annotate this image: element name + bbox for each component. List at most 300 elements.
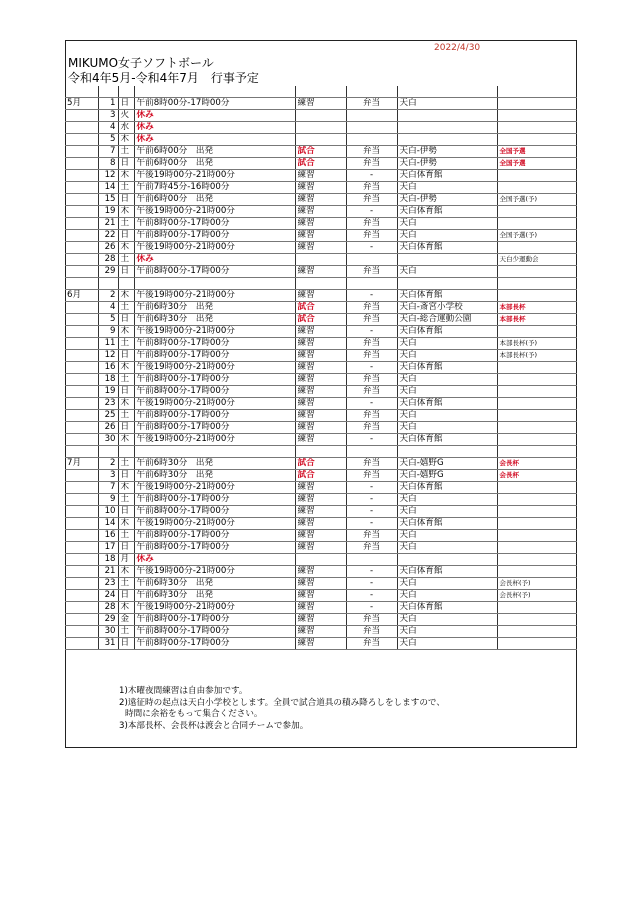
month-cell (65, 278, 98, 290)
activity-cell: 試合 (295, 301, 346, 313)
schedule-row (65, 481, 577, 493)
note-cell (497, 134, 577, 146)
month-cell (65, 86, 98, 98)
schedule-row (65, 637, 577, 649)
day-cell (98, 445, 118, 457)
schedule-row (65, 218, 577, 230)
note-cell (497, 613, 577, 625)
lunch-cell (346, 254, 397, 266)
lunch-cell: 弁当 (346, 146, 397, 158)
schedule-row (65, 170, 577, 182)
lunch-cell (346, 134, 397, 146)
activity-cell (295, 278, 346, 290)
weekday-cell: 日 (118, 589, 134, 601)
time-cell: 午前8時00分-17時00分 (134, 373, 295, 385)
note-cell (497, 98, 577, 110)
month-cell (65, 373, 98, 385)
time-cell: 午前6時30分 出発 (134, 301, 295, 313)
day-cell: 18 (98, 373, 118, 385)
day-cell: 11 (98, 337, 118, 349)
lunch-cell: 弁当 (346, 301, 397, 313)
day-cell: 21 (98, 218, 118, 230)
schedule-row (65, 337, 577, 349)
note-cell (497, 529, 577, 541)
weekday-cell: 木 (118, 601, 134, 613)
activity-cell: 練習 (295, 242, 346, 254)
schedule-row (65, 541, 577, 553)
note-cell (497, 493, 577, 505)
note-1: 1)木曜夜間練習は自由参加です。 (119, 686, 248, 696)
month-cell (65, 170, 98, 182)
day-cell: 29 (98, 613, 118, 625)
month-cell: 7月 (65, 457, 98, 469)
month-cell: 6月 (65, 289, 98, 301)
time-cell: 午前6時30分 出発 (134, 589, 295, 601)
lunch-cell: 弁当 (346, 637, 397, 649)
activity-cell: 練習 (295, 325, 346, 337)
weekday-cell: 土 (118, 373, 134, 385)
place-cell: 天白体育館 (397, 397, 497, 409)
weekday-cell: 土 (118, 493, 134, 505)
place-cell: 天白 (397, 541, 497, 553)
day-cell: 26 (98, 421, 118, 433)
activity-cell (295, 110, 346, 122)
lunch-cell: 弁当 (346, 385, 397, 397)
time-cell: 午前8時00分-17時00分 (134, 337, 295, 349)
time-cell: 午前6時00分 出発 (134, 194, 295, 206)
day-cell: 15 (98, 194, 118, 206)
note-cell (497, 110, 577, 122)
place-cell (397, 278, 497, 290)
schedule-row (65, 529, 577, 541)
month-cell (65, 301, 98, 313)
lunch-cell: - (346, 589, 397, 601)
time-cell: 午前8時00分-17時00分 (134, 98, 295, 110)
time-cell: 午後19時00分-21時00分 (134, 361, 295, 373)
schedule-row (65, 361, 577, 373)
note-cell: 全国予選(予) (497, 194, 577, 206)
day-cell: 1 (98, 98, 118, 110)
place-cell: 天白体育館 (397, 289, 497, 301)
place-cell: 天白体育館 (397, 170, 497, 182)
month-cell (65, 242, 98, 254)
lunch-cell: - (346, 505, 397, 517)
time-cell: 午後19時00分-21時00分 (134, 397, 295, 409)
weekday-cell: 日 (118, 349, 134, 361)
place-cell: 天白 (397, 337, 497, 349)
month-cell (65, 206, 98, 218)
activity-cell: 練習 (295, 421, 346, 433)
day-cell: 2 (98, 289, 118, 301)
month-cell (65, 601, 98, 613)
weekday-cell: 木 (118, 134, 134, 146)
weekday-cell: 日 (118, 313, 134, 325)
time-cell: 休み (134, 134, 295, 146)
place-cell: 天白体育館 (397, 565, 497, 577)
weekday-cell: 日 (118, 421, 134, 433)
lunch-cell: - (346, 242, 397, 254)
day-cell: 22 (98, 230, 118, 242)
day-cell: 19 (98, 385, 118, 397)
month-cell (65, 397, 98, 409)
note-cell (497, 122, 577, 134)
activity-cell: 練習 (295, 577, 346, 589)
lunch-cell: 弁当 (346, 421, 397, 433)
activity-cell: 試合 (295, 158, 346, 170)
schedule-row (65, 397, 577, 409)
day-cell: 9 (98, 493, 118, 505)
place-cell: 天白 (397, 589, 497, 601)
month-cell (65, 577, 98, 589)
weekday-cell: 木 (118, 325, 134, 337)
time-cell: 午後19時00分-21時00分 (134, 325, 295, 337)
place-cell: 天白体育館 (397, 325, 497, 337)
month-cell (65, 517, 98, 529)
schedule-row (65, 469, 577, 481)
activity-cell: 練習 (295, 601, 346, 613)
month-cell (65, 493, 98, 505)
day-cell: 26 (98, 242, 118, 254)
month-cell (65, 529, 98, 541)
day-cell: 28 (98, 601, 118, 613)
weekday-cell: 日 (118, 505, 134, 517)
time-cell: 休み (134, 122, 295, 134)
time-cell: 午前6時30分 出発 (134, 457, 295, 469)
day-cell: 10 (98, 505, 118, 517)
day-cell: 5 (98, 134, 118, 146)
note-cell (497, 433, 577, 445)
schedule-row (65, 289, 577, 301)
time-cell: 午前6時00分 出発 (134, 146, 295, 158)
activity-cell: 練習 (295, 361, 346, 373)
time-cell (134, 86, 295, 98)
schedule-row (65, 457, 577, 469)
weekday-cell: 木 (118, 481, 134, 493)
time-cell (134, 278, 295, 290)
activity-cell: 練習 (295, 266, 346, 278)
weekday-cell: 木 (118, 517, 134, 529)
place-cell (397, 254, 497, 266)
month-cell (65, 349, 98, 361)
time-cell: 午前6時30分 出発 (134, 313, 295, 325)
schedule-row (65, 313, 577, 325)
activity-cell: 試合 (295, 146, 346, 158)
schedule-row (65, 505, 577, 517)
month-cell (65, 254, 98, 266)
note-3: 3)本部長杯、会長杯は渡会と合同チームで参加。 (119, 721, 309, 732)
activity-cell: 練習 (295, 373, 346, 385)
place-cell: 天白 (397, 637, 497, 649)
day-cell: 14 (98, 517, 118, 529)
month-cell (65, 541, 98, 553)
schedule-row (65, 98, 577, 110)
activity-cell: 練習 (295, 529, 346, 541)
month-cell (65, 218, 98, 230)
time-cell: 午前8時00分-17時00分 (134, 266, 295, 278)
lunch-cell: 弁当 (346, 98, 397, 110)
lunch-cell: 弁当 (346, 373, 397, 385)
place-cell: 天白 (397, 385, 497, 397)
schedule-row (65, 242, 577, 254)
schedule-row (65, 613, 577, 625)
month-cell (65, 182, 98, 194)
day-cell: 2 (98, 457, 118, 469)
note-cell: 本部長杯 (497, 301, 577, 313)
activity-cell (295, 122, 346, 134)
time-cell: 午後19時00分-21時00分 (134, 481, 295, 493)
activity-cell: 試合 (295, 469, 346, 481)
place-cell: 天白 (397, 505, 497, 517)
note-cell: 会長杯(予) (497, 589, 577, 601)
weekday-cell: 土 (118, 146, 134, 158)
activity-cell (295, 254, 346, 266)
note-cell (497, 625, 577, 637)
time-cell: 午前8時00分-17時00分 (134, 218, 295, 230)
place-cell: 天白体育館 (397, 361, 497, 373)
activity-cell: 練習 (295, 349, 346, 361)
place-cell: 天白 (397, 182, 497, 194)
schedule-row (65, 134, 577, 146)
team-title: MIKUMO女子ソフトボール (68, 56, 214, 70)
day-cell: 5 (98, 313, 118, 325)
weekday-cell: 日 (118, 158, 134, 170)
activity-cell: 練習 (295, 206, 346, 218)
note-cell: 会長杯 (497, 457, 577, 469)
place-cell: 天白 (397, 373, 497, 385)
weekday-cell: 土 (118, 625, 134, 637)
lunch-cell: 弁当 (346, 194, 397, 206)
place-cell: 天白 (397, 613, 497, 625)
place-cell: 天白 (397, 625, 497, 637)
lunch-cell (346, 445, 397, 457)
schedule-row (65, 110, 577, 122)
time-cell: 午前8時00分-17時00分 (134, 349, 295, 361)
month-cell: 5月 (65, 98, 98, 110)
activity-cell: 練習 (295, 541, 346, 553)
schedule-row (65, 421, 577, 433)
lunch-cell (346, 553, 397, 565)
activity-cell: 練習 (295, 409, 346, 421)
lunch-cell: 弁当 (346, 158, 397, 170)
activity-cell: 練習 (295, 397, 346, 409)
day-cell: 12 (98, 170, 118, 182)
day-cell: 28 (98, 254, 118, 266)
activity-cell (295, 445, 346, 457)
schedule-row (65, 349, 577, 361)
lunch-cell: - (346, 517, 397, 529)
weekday-cell: 日 (118, 98, 134, 110)
activity-cell: 練習 (295, 565, 346, 577)
place-cell: 天白 (397, 577, 497, 589)
schedule-row (65, 325, 577, 337)
weekday-cell: 木 (118, 565, 134, 577)
time-cell: 午前8時00分-17時00分 (134, 625, 295, 637)
place-cell: 天白-伊勢 (397, 158, 497, 170)
note-cell (497, 170, 577, 182)
place-cell: 天白 (397, 421, 497, 433)
lunch-cell: - (346, 289, 397, 301)
day-cell: 14 (98, 182, 118, 194)
schedule-row (65, 146, 577, 158)
lunch-cell: - (346, 601, 397, 613)
schedule-row (65, 385, 577, 397)
month-cell (65, 146, 98, 158)
day-cell: 8 (98, 158, 118, 170)
time-cell: 午前8時00分-17時00分 (134, 613, 295, 625)
day-cell: 21 (98, 565, 118, 577)
activity-cell (295, 553, 346, 565)
activity-cell: 練習 (295, 289, 346, 301)
time-cell: 午前6時30分 出発 (134, 469, 295, 481)
note-cell (497, 218, 577, 230)
month-cell (65, 325, 98, 337)
activity-cell: 練習 (295, 98, 346, 110)
place-cell: 天白 (397, 529, 497, 541)
lunch-cell (346, 122, 397, 134)
weekday-cell: 土 (118, 529, 134, 541)
month-cell (65, 589, 98, 601)
day-cell: 7 (98, 146, 118, 158)
day-cell: 25 (98, 409, 118, 421)
month-cell (65, 409, 98, 421)
schedule-row (65, 517, 577, 529)
schedule-row (65, 589, 577, 601)
place-cell: 天白-伊勢 (397, 146, 497, 158)
day-cell: 7 (98, 481, 118, 493)
weekday-cell: 土 (118, 254, 134, 266)
schedule-row (65, 565, 577, 577)
month-cell (65, 505, 98, 517)
day-cell: 30 (98, 433, 118, 445)
day-cell: 18 (98, 553, 118, 565)
schedule-row (65, 158, 577, 170)
lunch-cell: - (346, 361, 397, 373)
note-cell: 会長杯(予) (497, 577, 577, 589)
note-cell (497, 565, 577, 577)
time-cell: 午後19時00分-21時00分 (134, 206, 295, 218)
time-cell (134, 445, 295, 457)
spacer-row (65, 445, 577, 457)
time-cell: 午前8時00分-17時00分 (134, 505, 295, 517)
month-cell (65, 266, 98, 278)
place-cell: 天白-嬉野G (397, 469, 497, 481)
time-cell: 休み (134, 254, 295, 266)
note-cell (497, 86, 577, 98)
note-cell (497, 289, 577, 301)
weekday-cell: 日 (118, 637, 134, 649)
weekday-cell: 土 (118, 182, 134, 194)
notes-block (65, 686, 577, 733)
note-cell (497, 445, 577, 457)
weekday-cell: 日 (118, 541, 134, 553)
note-cell (497, 182, 577, 194)
schedule-row (65, 625, 577, 637)
spacer-row (65, 86, 577, 98)
place-cell: 天白-斎宮小学校 (397, 301, 497, 313)
activity-cell: 練習 (295, 613, 346, 625)
lunch-cell: - (346, 565, 397, 577)
schedule-row (65, 493, 577, 505)
place-cell: 天白-伊勢 (397, 194, 497, 206)
day-cell: 9 (98, 325, 118, 337)
schedule-row (65, 433, 577, 445)
place-cell: 天白体育館 (397, 601, 497, 613)
day-cell (98, 278, 118, 290)
place-cell (397, 134, 497, 146)
weekday-cell: 日 (118, 194, 134, 206)
place-cell: 天白 (397, 409, 497, 421)
schedule-row (65, 122, 577, 134)
schedule-row (65, 601, 577, 613)
note-2: 2)遠征時の起点は天白小学校とします。全員で試合道具の積み降ろしをしますので、 (119, 697, 445, 708)
note-cell (497, 373, 577, 385)
month-cell (65, 433, 98, 445)
month-cell (65, 553, 98, 565)
weekday-cell (118, 445, 134, 457)
day-cell: 4 (98, 301, 118, 313)
place-cell: 天白 (397, 349, 497, 361)
schedule-row (65, 194, 577, 206)
month-cell (65, 421, 98, 433)
lunch-cell: 弁当 (346, 409, 397, 421)
day-cell: 31 (98, 637, 118, 649)
schedule-subtitle: 令和4年5月-令和4年7月 行事予定 (68, 71, 259, 85)
month-cell (65, 637, 98, 649)
weekday-cell: 土 (118, 218, 134, 230)
note-cell (497, 601, 577, 613)
lunch-cell: - (346, 481, 397, 493)
activity-cell: 練習 (295, 385, 346, 397)
month-cell (65, 613, 98, 625)
place-cell: 天白-嬉野G (397, 457, 497, 469)
place-cell: 天白-総合運動公園 (397, 313, 497, 325)
weekday-cell: 木 (118, 242, 134, 254)
place-cell: 天白 (397, 230, 497, 242)
weekday-cell: 日 (118, 266, 134, 278)
schedule-row (65, 206, 577, 218)
note-cell (497, 242, 577, 254)
day-cell: 16 (98, 529, 118, 541)
note-cell: 会長杯 (497, 469, 577, 481)
schedule-row (65, 266, 577, 278)
place-cell (397, 122, 497, 134)
time-cell: 午前8時00分-17時00分 (134, 385, 295, 397)
place-cell (397, 445, 497, 457)
place-cell: 天白体育館 (397, 517, 497, 529)
day-cell: 23 (98, 397, 118, 409)
activity-cell: 練習 (295, 517, 346, 529)
day-cell: 24 (98, 589, 118, 601)
time-cell: 午後19時00分-21時00分 (134, 289, 295, 301)
day-cell: 29 (98, 266, 118, 278)
lunch-cell: 弁当 (346, 349, 397, 361)
lunch-cell: 弁当 (346, 613, 397, 625)
lunch-cell: 弁当 (346, 337, 397, 349)
weekday-cell: 木 (118, 433, 134, 445)
activity-cell: 試合 (295, 457, 346, 469)
activity-cell (295, 134, 346, 146)
weekday-cell: 金 (118, 613, 134, 625)
weekday-cell: 日 (118, 230, 134, 242)
note-cell (497, 385, 577, 397)
note-cell: 天白少運動会 (497, 254, 577, 266)
activity-cell: 練習 (295, 589, 346, 601)
note-cell (497, 421, 577, 433)
time-cell: 午後19時00分-21時00分 (134, 242, 295, 254)
weekday-cell: 火 (118, 110, 134, 122)
note-cell (497, 206, 577, 218)
month-cell (65, 134, 98, 146)
